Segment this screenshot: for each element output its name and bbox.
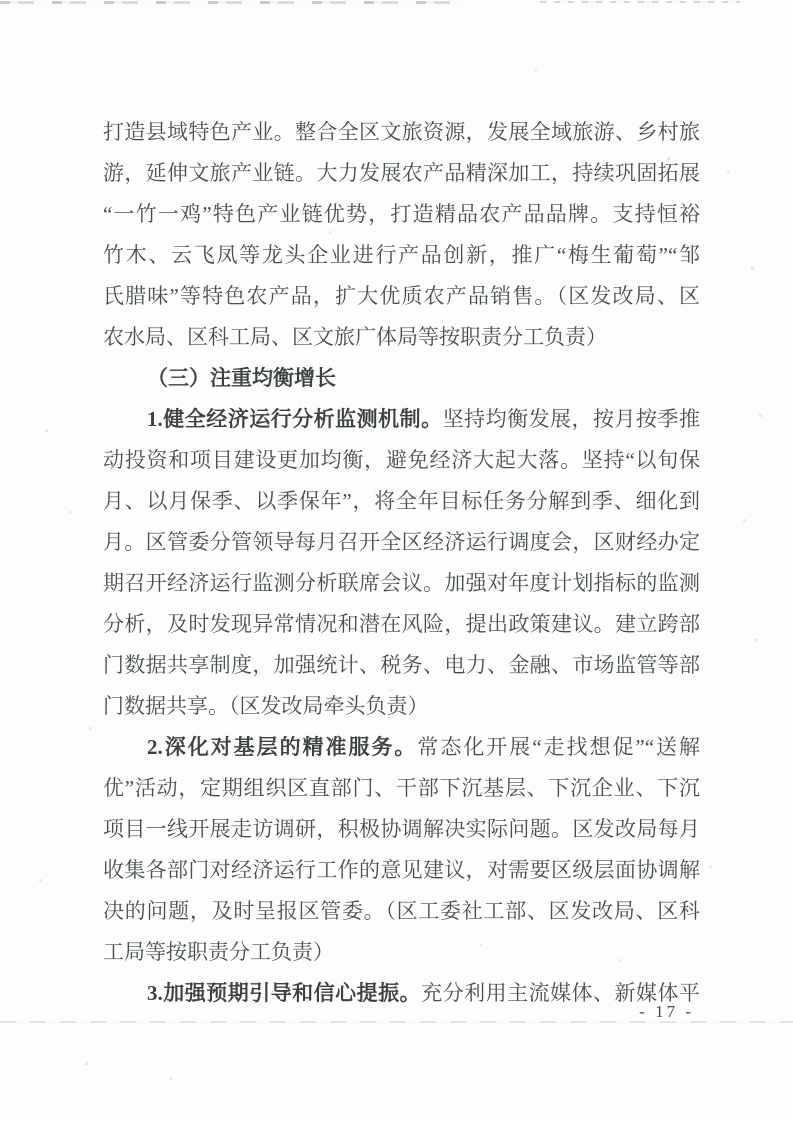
text-line — [103, 563, 700, 604]
text-line — [103, 850, 700, 891]
text-line — [103, 358, 700, 399]
scan-artifact-top-streak — [0, 1, 462, 4]
text-line — [103, 522, 700, 563]
text-line — [103, 973, 700, 1014]
page-number: - 17 - — [639, 1002, 694, 1021]
text-line — [103, 317, 700, 358]
text-line — [103, 932, 700, 973]
text-run: 坚持均衡发展，按月按季推 — [442, 407, 700, 431]
text-run: 竹木、云飞凤等龙头企业进行产品创新，推广“梅生葡萄”“邹 — [103, 243, 700, 267]
text-block — [103, 112, 700, 1014]
text-line — [103, 686, 700, 727]
text-run: 充分利用主流媒体、新媒体平 — [421, 981, 700, 1005]
text-line — [103, 440, 700, 481]
text-run: 游，延伸文旅产业链。大力发展农产品精深加工，持续巩固拓展 — [103, 161, 700, 185]
text-line — [103, 645, 700, 686]
text-line — [103, 235, 700, 276]
text-run: 工局等按职责分工负责） — [103, 940, 334, 964]
scan-artifact-top-right-streak — [540, 1, 740, 3]
text-line — [103, 604, 700, 645]
text-line — [103, 153, 700, 194]
text-run: 月。区管委分管领导每月召开全区经济运行调度会，区财经办定 — [103, 530, 700, 554]
text-line — [103, 399, 700, 440]
text-line — [103, 809, 700, 850]
text-run: 常态化开展“走找想促”“送解 — [417, 735, 700, 759]
text-run: 期召开经济运行监测分析联席会议。加强对年度计划指标的监测 — [103, 571, 700, 595]
text-line — [103, 112, 700, 153]
text-run: 项目一线开展走访调研，积极协调解决实际问题。区发改局每月 — [103, 817, 700, 841]
bold-run: 1.健全经济运行分析监测机制。 — [147, 407, 443, 431]
bold-run: （三）注重均衡增长 — [147, 366, 336, 390]
bold-run: 2.深化对基层的精准服务。 — [147, 735, 418, 759]
text-line — [103, 727, 700, 768]
text-run: “一竹一鸡”特色产业链优势，打造精品农产品品牌。支持恒裕 — [103, 202, 700, 226]
text-run: 动投资和项目建设更加均衡，避免经济大起大落。坚持“以旬保 — [103, 448, 700, 472]
text-line — [103, 768, 700, 809]
text-run: 月、以月保季、以季保年”，将全年目标任务分解到季、细化到 — [103, 489, 700, 513]
text-line — [103, 276, 700, 317]
scan-speckles — [0, 0, 1, 1]
text-run: 农水局、区科工局、区文旅广体局等按职责分工负责） — [103, 325, 607, 349]
text-line — [103, 194, 700, 235]
bold-run: 3.加强预期引导和信心提振。 — [147, 981, 422, 1005]
text-line — [103, 891, 700, 932]
text-line — [103, 481, 700, 522]
text-run: 门数据共享制度，加强统计、税务、电力、金融、市场监管等部 — [103, 653, 700, 677]
text-run: 决的问题，及时呈报区管委。（区工委社工部、区发改局、区科 — [103, 899, 700, 923]
text-run: 门数据共享。（区发改局牵头负责） — [103, 694, 429, 718]
text-run: 分析，及时发现异常情况和潜在风险，提出政策建议。建立跨部 — [103, 612, 700, 636]
text-run: 优”活动，定期组织区直部门、干部下沉基层、下沉企业、下沉 — [103, 776, 700, 800]
text-run: 打造县域特色产业。整合全区文旅资源，发展全域旅游、乡村旅 — [103, 120, 700, 144]
text-run: 收集各部门对经济运行工作的意见建议，对需要区级层面协调解 — [103, 858, 700, 882]
text-run: 氏腊味”等特色农产品，扩大优质农产品销售。（区发改局、区 — [103, 284, 700, 308]
